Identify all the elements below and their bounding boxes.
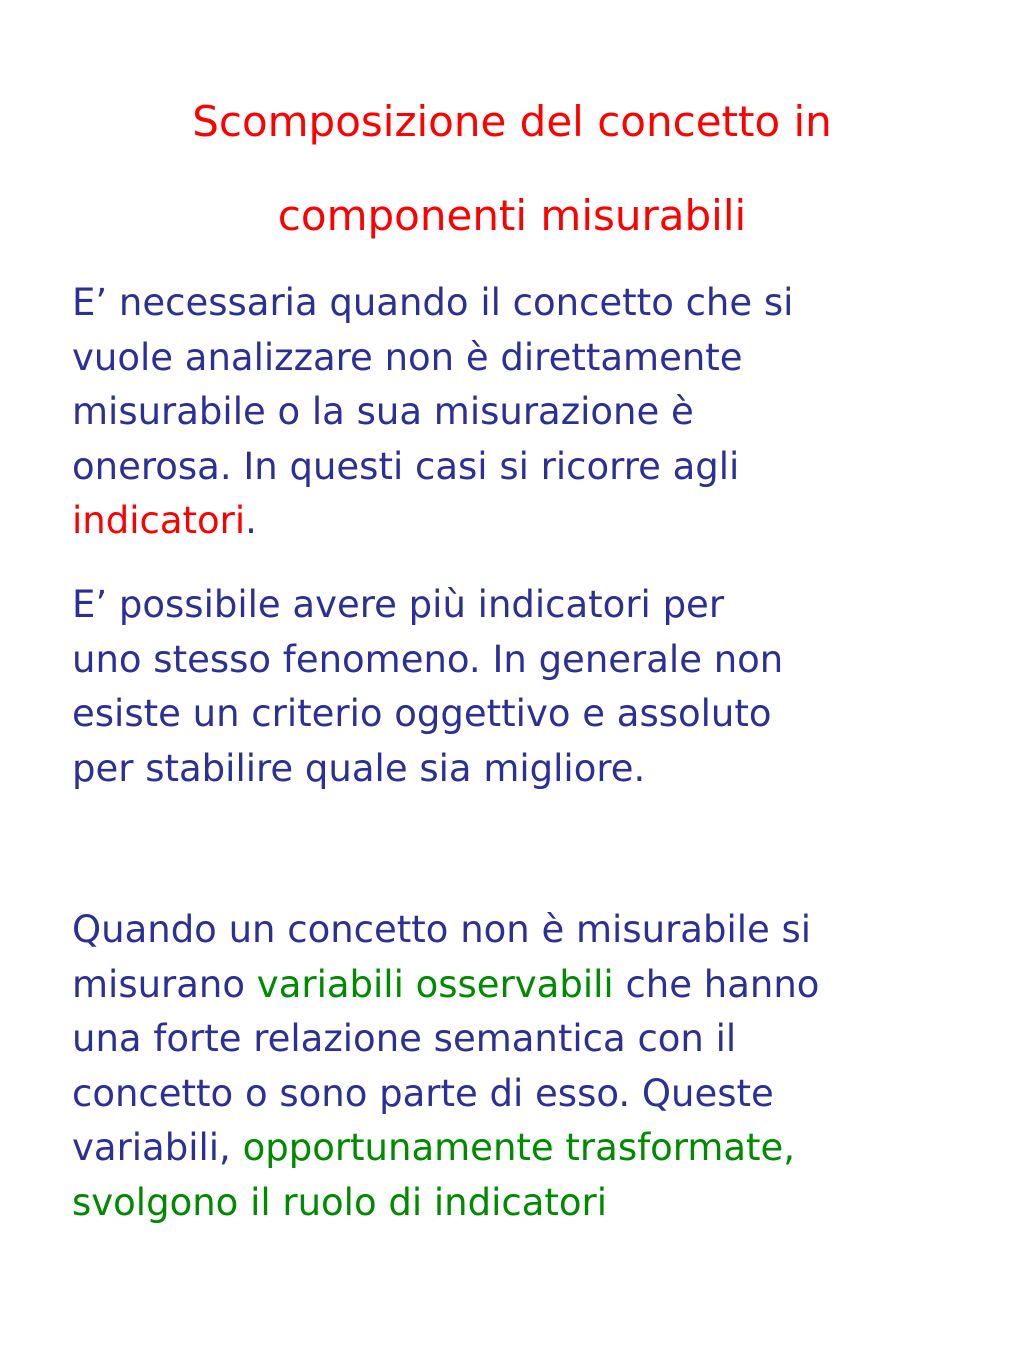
text-run: variabili, [72,1126,243,1169]
sentence-end: . [245,499,257,542]
paragraph-line [72,1121,819,1176]
paragraph-line [72,958,819,1013]
text-run: che hanno [613,962,820,1006]
highlight-ruolo-indicatori: svolgono il ruolo di indicatori [72,1180,608,1224]
paragraph-line: esiste un criterio oggettivo e assoluto [72,692,772,735]
paragraph-observable-variables [72,903,819,1230]
paragraph-line [72,1176,819,1231]
paragraph-line: misurabile o la sua misurazione è [72,390,694,433]
paragraph-line: per stabilire quale sia migliore. [72,746,646,790]
paragraph-line: E’ necessaria quando il concetto che si [72,281,794,324]
highlight-variabili-osservabili: variabili osservabili [256,962,614,1006]
slide-title-line-1: Scomposizione del concetto in [192,97,832,146]
paragraph-line: onerosa. In questi casi si ricorre agli [72,444,740,488]
paragraph-line: uno stesso fenomeno. In generale non [72,637,784,681]
highlight-opportunamente-trasformate: opportunamente trasformate, [242,1126,796,1169]
paragraph-necessity [72,276,793,549]
paragraph-line: E’ possibile avere più indicatori per [72,583,725,626]
paragraph-line [72,494,793,549]
text-run: misurano [72,962,257,1006]
paragraph-line: una forte relazione semantica con il [72,1017,737,1060]
paragraph-multiple-indicators [72,578,783,796]
paragraph-line: Quando un concetto non è misurabile si [72,908,812,951]
highlight-indicatori: indicatori [72,499,246,542]
paragraph-line: vuole analizzare non è direttamente [72,335,743,379]
paragraph-line: concetto o sono parte di esso. Queste [72,1071,774,1115]
slide-title-line-2: componenti misurabili [277,191,747,240]
